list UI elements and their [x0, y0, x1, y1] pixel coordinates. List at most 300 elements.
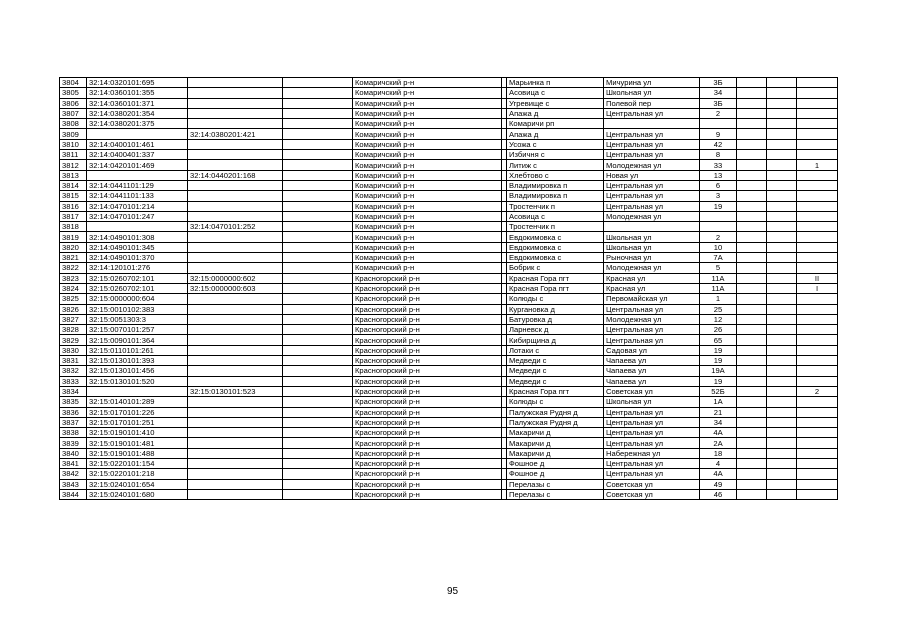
cell-cadastral-number: 32:14:120101:276 [87, 263, 188, 273]
cell-blank-col-3 [767, 139, 797, 149]
cell-settlement: Тростенчик п [507, 222, 604, 232]
cell-parent-cadastral-number [188, 428, 283, 438]
cell-house-number: 13 [700, 170, 737, 180]
cell-blank-col-3 [767, 458, 797, 468]
cell-parent-cadastral-number [188, 253, 283, 263]
cell-blank-col-3 [767, 314, 797, 324]
cell-blank-col-2 [737, 253, 767, 263]
cell-blank-col-2 [737, 366, 767, 376]
cell-house-number: 19 [700, 201, 737, 211]
cell-row-number: 3826 [60, 304, 87, 314]
cell-blank-col [283, 211, 353, 221]
cell-apartment: 1 [797, 160, 838, 170]
cell-street: Центральная ул [604, 129, 700, 139]
cell-blank-col [283, 335, 353, 345]
cell-settlement: Апажа д [507, 129, 604, 139]
cell-street: Школьная ул [604, 232, 700, 242]
cell-blank-col-3 [767, 88, 797, 98]
cell-street: Первомайская ул [604, 294, 700, 304]
cell-cadastral-number [87, 222, 188, 232]
cell-house-number: 3Б [700, 98, 737, 108]
cell-apartment [797, 314, 838, 324]
cell-blank-col-2 [737, 283, 767, 293]
cell-parent-cadastral-number [188, 304, 283, 314]
cell-row-number: 3838 [60, 428, 87, 438]
cell-blank-col-3 [767, 479, 797, 489]
cell-cadastral-number: 32:15:0260702:101 [87, 283, 188, 293]
cell-apartment [797, 180, 838, 190]
cell-apartment [797, 119, 838, 129]
cell-cadastral-number: 32:15:0070101:257 [87, 325, 188, 335]
cell-blank-col-2 [737, 201, 767, 211]
table-row [60, 448, 838, 458]
cell-parent-cadastral-number [188, 139, 283, 149]
cell-street: Мичурина ул [604, 78, 700, 88]
cell-blank-col-2 [737, 356, 767, 366]
cell-apartment [797, 376, 838, 386]
cell-parent-cadastral-number [188, 201, 283, 211]
cell-settlement: Кургановка д [507, 304, 604, 314]
cell-district: Красногорский р-н [353, 489, 502, 499]
cell-row-number: 3811 [60, 150, 87, 160]
cell-row-number: 3836 [60, 407, 87, 417]
cell-cadastral-number: 32:15:0000000:604 [87, 294, 188, 304]
cell-settlement: Палужская Рудня д [507, 407, 604, 417]
cell-house-number: 19 [700, 356, 737, 366]
cell-blank-col [283, 283, 353, 293]
cell-settlement: Палужская Рудня д [507, 417, 604, 427]
cell-blank-col [283, 108, 353, 118]
cell-district: Красногорский р-н [353, 386, 502, 396]
cell-row-number: 3837 [60, 417, 87, 427]
cell-blank-col-3 [767, 407, 797, 417]
cell-house-number: 12 [700, 314, 737, 324]
cell-apartment [797, 366, 838, 376]
cell-settlement: Медведи с [507, 366, 604, 376]
cell-blank-col-3 [767, 469, 797, 479]
cell-district: Комаричский р-н [353, 129, 502, 139]
cell-cadastral-number: 32:15:0051303:3 [87, 314, 188, 324]
cell-row-number: 3807 [60, 108, 87, 118]
cell-cadastral-number: 32:14:0490101:308 [87, 232, 188, 242]
cell-street: Центральная ул [604, 108, 700, 118]
cell-apartment [797, 417, 838, 427]
cell-parent-cadastral-number [188, 376, 283, 386]
cell-cadastral-number: 32:15:0220101:218 [87, 469, 188, 479]
cell-blank-col-2 [737, 397, 767, 407]
cell-district: Красногорский р-н [353, 417, 502, 427]
cell-blank-col-3 [767, 366, 797, 376]
table-row [60, 397, 838, 407]
cell-apartment [797, 78, 838, 88]
cell-cadastral-number: 32:14:0380201:375 [87, 119, 188, 129]
cell-district: Красногорский р-н [353, 283, 502, 293]
cell-cadastral-number: 32:14:0490101:345 [87, 242, 188, 252]
cell-row-number: 3805 [60, 88, 87, 98]
table-row [60, 211, 838, 221]
cell-row-number: 3815 [60, 191, 87, 201]
cell-street [604, 222, 700, 232]
cell-blank-col-3 [767, 222, 797, 232]
cell-parent-cadastral-number [188, 150, 283, 160]
cell-parent-cadastral-number [188, 180, 283, 190]
cell-apartment [797, 345, 838, 355]
cell-house-number [700, 119, 737, 129]
cell-settlement: Красная Гора пгт [507, 386, 604, 396]
cell-row-number: 3804 [60, 78, 87, 88]
cell-apartment [797, 222, 838, 232]
cell-district: Красногорский р-н [353, 438, 502, 448]
cell-blank-col-2 [737, 211, 767, 221]
cell-blank-col-3 [767, 345, 797, 355]
cell-house-number: 52Б [700, 386, 737, 396]
cell-settlement: Евдокимовка с [507, 242, 604, 252]
cell-parent-cadastral-number: 32:14:0440201:168 [188, 170, 283, 180]
cell-row-number: 3841 [60, 458, 87, 468]
cell-blank-col-2 [737, 273, 767, 283]
cell-cadastral-number [87, 129, 188, 139]
cell-street: Школьная ул [604, 397, 700, 407]
cell-cadastral-number [87, 170, 188, 180]
cell-blank-col-2 [737, 242, 767, 252]
table-row [60, 335, 838, 345]
cell-cadastral-number: 32:14:0380201:354 [87, 108, 188, 118]
cell-blank-col [283, 438, 353, 448]
cell-street: Набережная ул [604, 448, 700, 458]
cell-row-number: 3842 [60, 469, 87, 479]
cell-blank-col-3 [767, 283, 797, 293]
cell-settlement: Тростенчик п [507, 201, 604, 211]
cell-cadastral-number: 32:15:0240101:680 [87, 489, 188, 499]
cell-cadastral-number: 32:15:0190101:488 [87, 448, 188, 458]
cell-cadastral-number: 32:14:0360101:355 [87, 88, 188, 98]
cell-street: Центральная ул [604, 469, 700, 479]
cell-row-number: 3816 [60, 201, 87, 211]
table-row [60, 283, 838, 293]
cell-district: Красногорский р-н [353, 356, 502, 366]
cell-street: Центральная ул [604, 458, 700, 468]
table-row [60, 386, 838, 396]
table-row [60, 376, 838, 386]
cell-blank-col-3 [767, 78, 797, 88]
cell-street: Центральная ул [604, 417, 700, 427]
cell-blank-col-2 [737, 88, 767, 98]
cell-house-number: 26 [700, 325, 737, 335]
cell-row-number: 3832 [60, 366, 87, 376]
cell-district: Комаричский р-н [353, 88, 502, 98]
cell-district: Комаричский р-н [353, 98, 502, 108]
cell-settlement: Макаричи д [507, 438, 604, 448]
cell-settlement: Красная Гора пгт [507, 273, 604, 283]
cell-street: Молодежная ул [604, 263, 700, 273]
cell-blank-col-2 [737, 180, 767, 190]
cell-blank-col-3 [767, 170, 797, 180]
cell-blank-col [283, 304, 353, 314]
cell-blank-col [283, 397, 353, 407]
cell-apartment [797, 201, 838, 211]
cell-street: Центральная ул [604, 325, 700, 335]
cell-blank-col-2 [737, 232, 767, 242]
table-row [60, 345, 838, 355]
cell-row-number: 3818 [60, 222, 87, 232]
cell-blank-col-2 [737, 78, 767, 88]
cell-parent-cadastral-number [188, 314, 283, 324]
cell-apartment [797, 325, 838, 335]
cell-blank-col-2 [737, 335, 767, 345]
cell-row-number: 3829 [60, 335, 87, 345]
cell-blank-col [283, 356, 353, 366]
cell-street: Рыночная ул [604, 253, 700, 263]
table-row [60, 366, 838, 376]
cell-district: Комаричский р-н [353, 150, 502, 160]
cell-house-number: 33 [700, 160, 737, 170]
table-body [60, 78, 838, 500]
cell-blank-col-3 [767, 242, 797, 252]
cell-row-number: 3840 [60, 448, 87, 458]
cell-row-number: 3813 [60, 170, 87, 180]
table-row [60, 273, 838, 283]
cell-blank-col-3 [767, 253, 797, 263]
cell-blank-col-3 [767, 150, 797, 160]
table-row [60, 438, 838, 448]
cell-blank-col-2 [737, 119, 767, 129]
cell-apartment [797, 458, 838, 468]
cell-blank-col-2 [737, 304, 767, 314]
cell-apartment [797, 263, 838, 273]
cell-house-number: 9 [700, 129, 737, 139]
cell-street: Школьная ул [604, 88, 700, 98]
cell-row-number: 3806 [60, 98, 87, 108]
cell-blank-col-2 [737, 170, 767, 180]
cell-house-number: 34 [700, 88, 737, 98]
table-row [60, 479, 838, 489]
cell-parent-cadastral-number [188, 78, 283, 88]
cell-blank-col [283, 119, 353, 129]
cell-settlement: Евдокимовка с [507, 232, 604, 242]
cell-district: Красногорский р-н [353, 428, 502, 438]
cell-cadastral-number: 32:15:0130101:393 [87, 356, 188, 366]
cell-cadastral-number [87, 386, 188, 396]
cell-blank-col [283, 201, 353, 211]
cell-settlement: Колюды с [507, 397, 604, 407]
cell-house-number: 1 [700, 294, 737, 304]
table-row [60, 119, 838, 129]
table-row [60, 139, 838, 149]
table-row [60, 417, 838, 427]
cell-street: Полевой пер [604, 98, 700, 108]
cell-row-number: 3817 [60, 211, 87, 221]
cell-house-number: 3 [700, 191, 737, 201]
table-row [60, 428, 838, 438]
cell-blank-col-2 [737, 325, 767, 335]
cell-district: Красногорский р-н [353, 397, 502, 407]
cell-parent-cadastral-number [188, 325, 283, 335]
cell-district: Комаричский р-н [353, 211, 502, 221]
cell-settlement: Избичня с [507, 150, 604, 160]
cell-district: Комаричский р-н [353, 108, 502, 118]
cell-blank-col-2 [737, 129, 767, 139]
cell-apartment [797, 479, 838, 489]
cell-blank-col-3 [767, 438, 797, 448]
cell-blank-col [283, 489, 353, 499]
cell-parent-cadastral-number: 32:14:0470101:252 [188, 222, 283, 232]
cell-apartment: II [797, 273, 838, 283]
cell-blank-col-2 [737, 448, 767, 458]
cell-row-number: 3825 [60, 294, 87, 304]
cell-blank-col [283, 469, 353, 479]
cell-cadastral-number: 32:14:0400101:461 [87, 139, 188, 149]
cell-parent-cadastral-number [188, 356, 283, 366]
cell-blank-col [283, 479, 353, 489]
cell-street: Советская ул [604, 489, 700, 499]
cell-row-number: 3824 [60, 283, 87, 293]
cell-apartment [797, 88, 838, 98]
cell-blank-col-3 [767, 160, 797, 170]
cell-blank-col-2 [737, 222, 767, 232]
cell-blank-col [283, 294, 353, 304]
cell-house-number: 7А [700, 253, 737, 263]
cell-blank-col-2 [737, 407, 767, 417]
cell-street: Молодежная ул [604, 160, 700, 170]
cell-settlement: Владимировка п [507, 180, 604, 190]
cell-street: Молодежная ул [604, 314, 700, 324]
cell-cadastral-number: 32:14:0420101:469 [87, 160, 188, 170]
cell-blank-col [283, 376, 353, 386]
cell-parent-cadastral-number: 32:15:0000000:603 [188, 283, 283, 293]
cell-parent-cadastral-number [188, 242, 283, 252]
table-row [60, 180, 838, 190]
cell-street: Советская ул [604, 479, 700, 489]
cell-settlement: Медведи с [507, 356, 604, 366]
cell-row-number: 3810 [60, 139, 87, 149]
cell-blank-col-2 [737, 294, 767, 304]
cell-blank-col-3 [767, 335, 797, 345]
cell-row-number: 3814 [60, 180, 87, 190]
cell-parent-cadastral-number [188, 294, 283, 304]
cell-apartment [797, 356, 838, 366]
cell-row-number: 3830 [60, 345, 87, 355]
cell-blank-col-3 [767, 263, 797, 273]
cell-apartment [797, 139, 838, 149]
cell-settlement: Литиж с [507, 160, 604, 170]
table-row [60, 150, 838, 160]
cell-district: Красногорский р-н [353, 366, 502, 376]
cell-district: Красногорский р-н [353, 273, 502, 283]
table-row [60, 458, 838, 468]
cell-cadastral-number: 32:14:0320101:695 [87, 78, 188, 88]
cell-blank-col-2 [737, 191, 767, 201]
cell-blank-col [283, 263, 353, 273]
page-number: 95 [446, 586, 459, 597]
cell-house-number: 42 [700, 139, 737, 149]
cell-street: Центральная ул [604, 180, 700, 190]
cell-blank-col-2 [737, 479, 767, 489]
cell-street: Молодежная ул [604, 211, 700, 221]
cell-settlement: Батуровка д [507, 314, 604, 324]
cell-house-number: 21 [700, 407, 737, 417]
cell-blank-col-2 [737, 98, 767, 108]
cell-blank-col-3 [767, 325, 797, 335]
cell-row-number: 3808 [60, 119, 87, 129]
cell-district: Комаричский р-н [353, 263, 502, 273]
cell-blank-col-3 [767, 211, 797, 221]
cell-house-number: 65 [700, 335, 737, 345]
cell-house-number: 18 [700, 448, 737, 458]
cell-row-number: 3844 [60, 489, 87, 499]
cell-settlement: Макаричи д [507, 428, 604, 438]
cell-house-number: 8 [700, 150, 737, 160]
cell-settlement: Лотаки с [507, 345, 604, 355]
cell-cadastral-number: 32:14:0360101:371 [87, 98, 188, 108]
cell-cadastral-number: 32:15:0260702:101 [87, 273, 188, 283]
cell-parent-cadastral-number [188, 211, 283, 221]
table-row [60, 129, 838, 139]
cell-apartment [797, 108, 838, 118]
cell-apartment [797, 489, 838, 499]
cell-apartment [797, 428, 838, 438]
cell-cadastral-number: 32:15:0140101:289 [87, 397, 188, 407]
cell-row-number: 3822 [60, 263, 87, 273]
cell-house-number: 4А [700, 428, 737, 438]
cell-parent-cadastral-number [188, 98, 283, 108]
cell-cadastral-number: 32:14:0470101:247 [87, 211, 188, 221]
cell-street: Центральная ул [604, 201, 700, 211]
table-row [60, 88, 838, 98]
cell-cadastral-number: 32:15:0170101:251 [87, 417, 188, 427]
cell-district: Комаричский р-н [353, 119, 502, 129]
cell-parent-cadastral-number [188, 417, 283, 427]
cell-parent-cadastral-number [188, 366, 283, 376]
cell-street: Центральная ул [604, 191, 700, 201]
table-row [60, 253, 838, 263]
cell-house-number: 2 [700, 108, 737, 118]
cell-house-number: 4 [700, 458, 737, 468]
cell-apartment [797, 397, 838, 407]
cell-settlement: Медведи с [507, 376, 604, 386]
cell-parent-cadastral-number [188, 232, 283, 242]
cell-street: Школьная ул [604, 242, 700, 252]
cell-blank-col [283, 448, 353, 458]
cell-house-number: 5 [700, 263, 737, 273]
cell-blank-col-3 [767, 201, 797, 211]
cell-row-number: 3839 [60, 438, 87, 448]
table-row [60, 469, 838, 479]
cell-blank-col-2 [737, 139, 767, 149]
cell-settlement: Макаричи д [507, 448, 604, 458]
cell-settlement: Угревище с [507, 98, 604, 108]
cell-district: Красногорский р-н [353, 335, 502, 345]
cell-street: Чапаева ул [604, 376, 700, 386]
cell-house-number: 2 [700, 232, 737, 242]
cell-house-number: 6 [700, 180, 737, 190]
cell-blank-col [283, 253, 353, 263]
cell-blank-col [283, 417, 353, 427]
table-row [60, 314, 838, 324]
cell-parent-cadastral-number [188, 263, 283, 273]
cell-settlement: Евдокимовка с [507, 253, 604, 263]
cell-blank-col [283, 78, 353, 88]
cell-blank-col-3 [767, 232, 797, 242]
cell-blank-col-3 [767, 108, 797, 118]
cell-row-number: 3820 [60, 242, 87, 252]
cell-house-number: 25 [700, 304, 737, 314]
cell-apartment [797, 211, 838, 221]
cell-district: Комаричский р-н [353, 232, 502, 242]
cell-blank-col-3 [767, 489, 797, 499]
table-row [60, 98, 838, 108]
cell-blank-col [283, 160, 353, 170]
cell-cadastral-number: 32:15:0010102:383 [87, 304, 188, 314]
